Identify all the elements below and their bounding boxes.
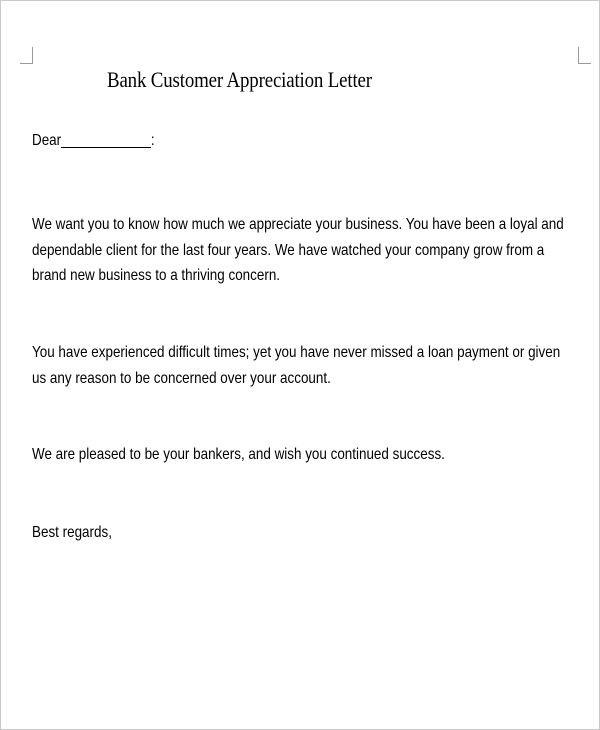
letter-paragraph-3: We are pleased to be your bankers, and wish you continued success. <box>32 446 445 463</box>
letter-salutation: Dear____________: <box>32 132 155 149</box>
margin-corner-mark-top-left <box>20 47 33 64</box>
letter-paragraph-2: You have experienced difficult times; yet you have never missed a loan payment or given us any reason to be concerned over your account. <box>32 344 561 387</box>
margin-corner-mark-top-right <box>578 47 591 64</box>
letter-title: Bank Customer Appreciation Letter <box>107 67 372 92</box>
letter-paragraph-1: We want you to know how much we appreciate your business. You have been a loyal and dependable client for the last four years. We have watched your company grow from a brand new business to a thriving concern. <box>32 216 564 284</box>
letter-closing: Best regards, <box>32 524 112 541</box>
